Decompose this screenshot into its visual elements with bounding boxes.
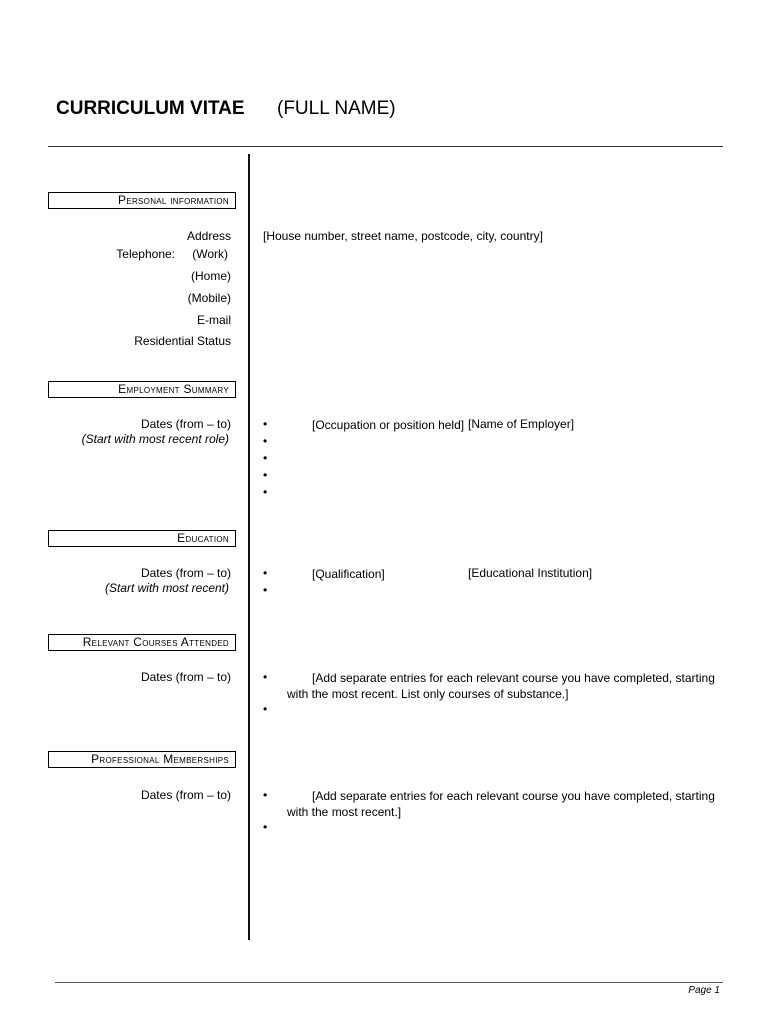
footer-divider	[55, 982, 723, 983]
education-bullet: •	[263, 583, 268, 597]
section-heading-education: Education	[48, 530, 236, 547]
memberships-dates-label: Dates (from – to)	[140, 788, 231, 802]
employment-bullet: •	[263, 434, 268, 448]
employment-bullet: •	[263, 451, 268, 465]
email-label: E-mail	[196, 313, 231, 327]
section-heading-courses: Relevant Courses Attended	[48, 634, 236, 651]
education-dates-label: Dates (from – to)	[140, 566, 231, 580]
employment-bullet: •	[263, 468, 268, 482]
residential-status-label: Residential Status	[134, 334, 231, 348]
home-phone-label: (Home)	[190, 269, 231, 283]
employment-bullet: •	[263, 485, 268, 499]
courses-bullet: •	[263, 670, 268, 684]
memberships-bullet: •	[263, 788, 268, 802]
column-divider	[248, 154, 250, 940]
telephone-label: Telephone:	[116, 247, 175, 261]
courses-bullet: •	[263, 702, 268, 716]
education-dates-note: (Start with most recent)	[104, 581, 229, 595]
courses-dates-label: Dates (from – to)	[140, 670, 231, 684]
employment-dates-note: (Start with most recent role)	[81, 432, 229, 446]
section-heading-employment: Employment Summary	[48, 381, 236, 398]
institution-placeholder: [Educational Institution]	[468, 566, 593, 580]
courses-entry-text: [Add separate entries for each relevant course you have completed, starting with the most recent. List only courses of substance.]	[287, 671, 715, 701]
page-number: Page 1	[688, 985, 720, 996]
qualification-placeholder: [Qualification]	[312, 567, 385, 581]
address-value: [House number, street name, postcode, city, country]	[263, 229, 543, 243]
occupation-placeholder: [Occupation or position held]	[312, 418, 465, 432]
employment-bullet: •	[263, 417, 268, 431]
employer-placeholder: [Name of Employer]	[468, 417, 575, 431]
cv-title: CURRICULUM VITAE	[56, 98, 245, 119]
work-phone-label: (Work)	[192, 247, 228, 261]
employment-dates-label: Dates (from – to)	[140, 417, 231, 431]
memberships-entry-text: [Add separate entries for each relevant course you have completed, starting with the most recent.]	[287, 789, 715, 819]
full-name-placeholder: (FULL NAME)	[277, 98, 396, 119]
section-heading-personal: Personal information	[48, 192, 236, 209]
address-label: Address	[186, 229, 231, 243]
memberships-bullet: •	[263, 820, 268, 834]
education-bullet: •	[263, 566, 268, 580]
header-divider	[48, 146, 723, 147]
mobile-phone-label: (Mobile)	[187, 291, 231, 305]
section-heading-memberships: Professional Memberships	[48, 751, 236, 768]
